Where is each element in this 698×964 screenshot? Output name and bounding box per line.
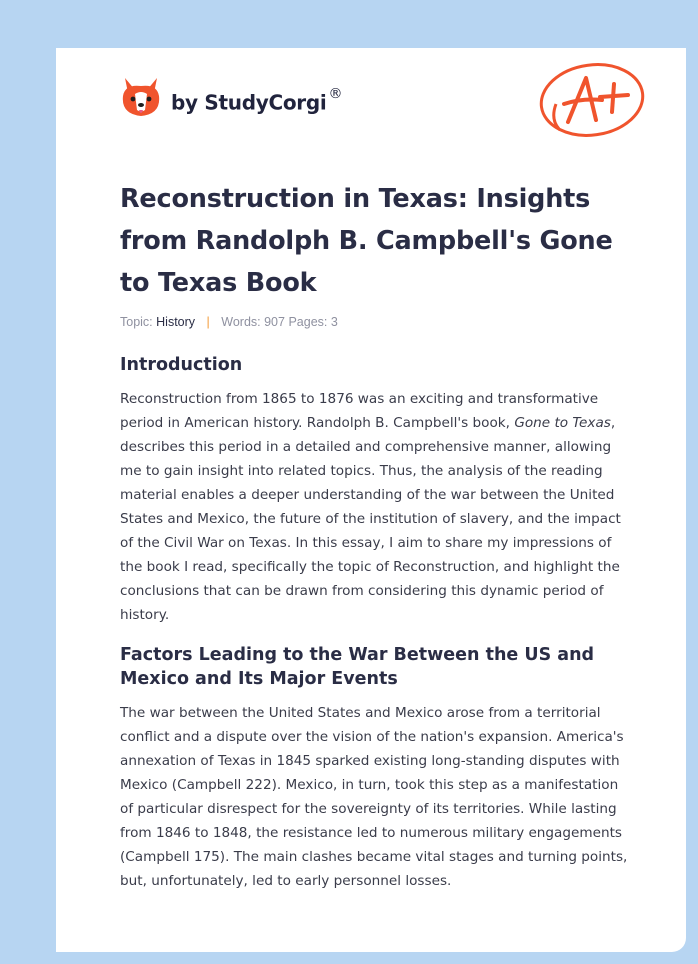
studycorgi-logo[interactable] xyxy=(121,76,342,120)
article-meta xyxy=(120,315,630,329)
trademark-symbol: ® xyxy=(328,85,343,102)
factors-paragraph: The war between the United States and Mexico arose from a territorial conflict and a dispute over the vision of the nation's expansion. America's annexation of Texas in 1845 sparked existing long-standing disputes with Mexico (Campbell 222). Mexico, in turn, took this step as a manifestation of particular disrespect for the sovereignty of its territories. While lasting from 1846 to 1848, the resistance led to numerous military engagements (Campbell 175). The main clashes became vital stages and turning points, but, unfortunately, led to early personnel losses. xyxy=(120,705,628,889)
corgi-icon xyxy=(121,76,161,120)
brand-name: by StudyCorgi ® xyxy=(171,85,343,115)
section-heading-factors: Factors Leading to the War Between the US and Mexico and Its Major Events xyxy=(120,645,595,689)
document-page xyxy=(56,48,686,952)
article-title: Reconstruction in Texas: Insights from Randolph B. Campbell's Gone to Texas Book xyxy=(120,184,613,298)
introduction-paragraph: Reconstruction from 1865 to 1876 was an exciting and transformative period in American history. Randolph B. Campbell's book, Gone to Texas, describes this period in a detailed and comprehensive manner, allowing me to gain insight into related topics. Thus, the analysis of the reading material enables a deeper understanding of the war between the United States and Mexico, the future of the institution of slavery, and the impact of the Civil War on Texas. In this essay, I aim to share my impressions of the book I read, specifically the topic of Reconstruction, and highlight the conclusions that can be drawn from considering this dynamic period of history. xyxy=(120,391,621,623)
page-count: Pages: 3 xyxy=(288,315,338,329)
meta-separator: | xyxy=(206,315,210,329)
word-count: Words: 907 xyxy=(221,315,285,329)
grade-badge-text: A+ xyxy=(594,110,596,111)
topic-label: Topic: xyxy=(120,315,153,329)
topic-link[interactable]: History xyxy=(156,315,196,329)
a-plus-grade-icon xyxy=(538,60,650,144)
article xyxy=(120,178,630,893)
section-heading-introduction: Introduction xyxy=(120,355,243,375)
book-title-italic: Gone to Texas xyxy=(514,415,611,431)
